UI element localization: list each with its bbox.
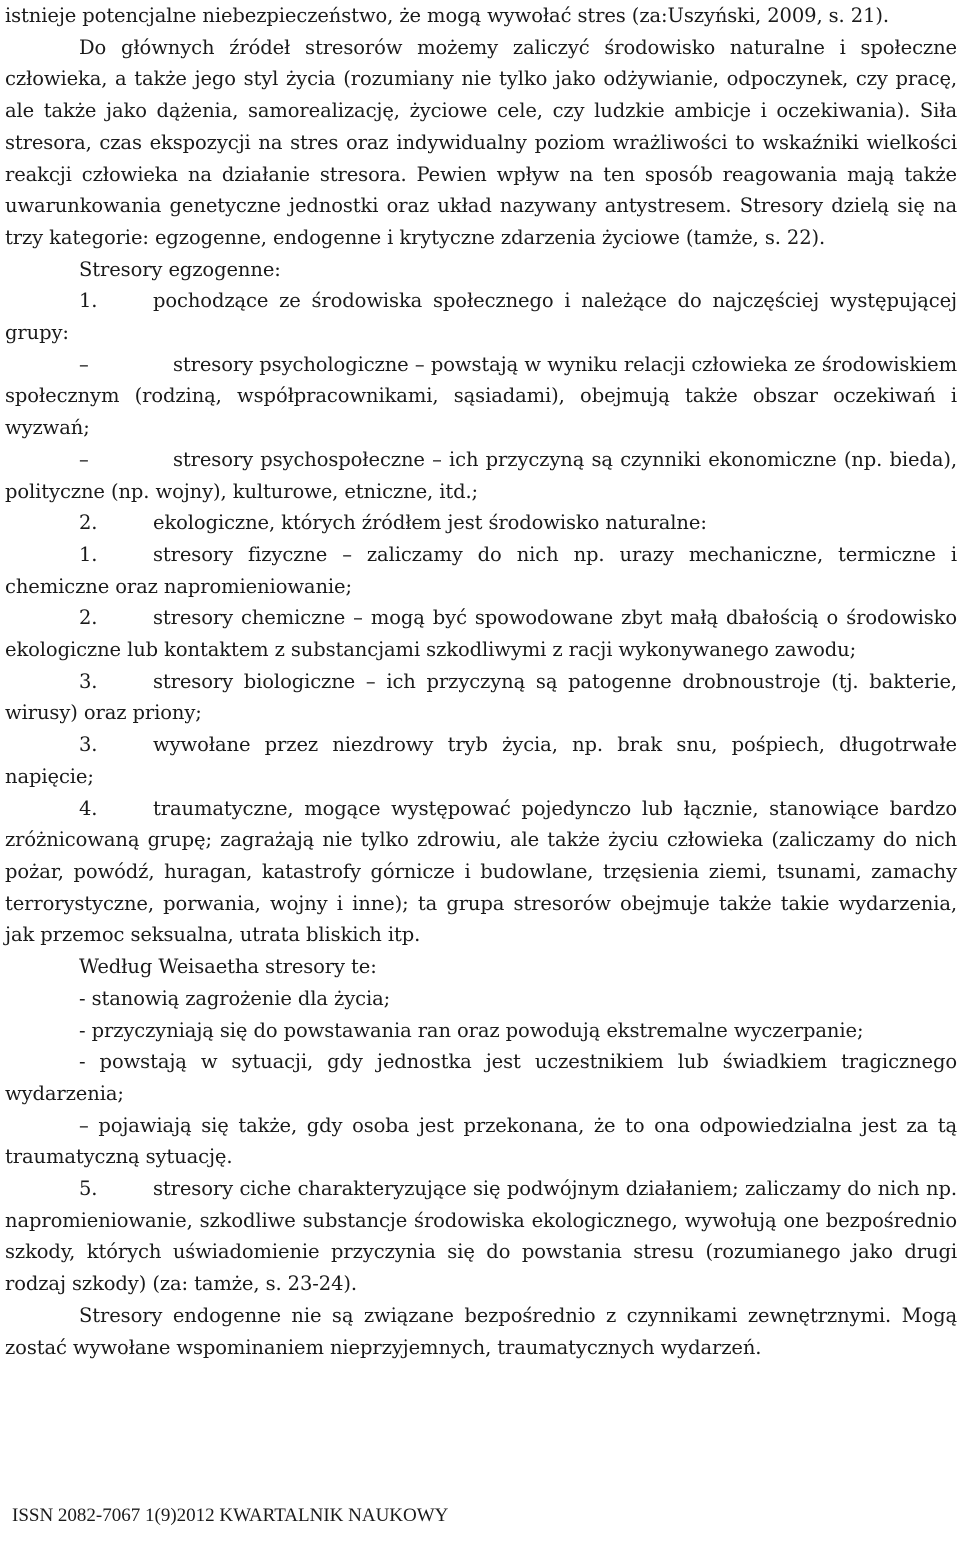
dash-mark: – (79, 352, 89, 376)
dash-item-text: stresory psychospołeczne – ich przyczyną są czynniki ekonomiczne (np. bieda), polityczne (np. wojny), kulturowe, etniczne, itd.; (5, 447, 957, 503)
list-item-5 (5, 1173, 957, 1300)
list-item-text: stresory biologiczne – ich przyczyną są patogenne drobnoustroje (tj. bakterie, wirusy) oraz priony; (5, 669, 957, 725)
paragraph-endogenous: Stresory endogenne nie są związane bezpośrednio z czynnikami zewnętrznymi. Mogą zostać wywołane wspominaniem nieprzyjemnych, traumatycznych wydarzeń. (5, 1303, 957, 1359)
list-number: 2. (79, 511, 98, 535)
heading-exogenous-stressors: Stresory egzogenne: (79, 257, 281, 281)
list-number: 4. (79, 796, 98, 820)
list-number: 1. (79, 289, 98, 313)
paragraph-intro-continuation: istnieje potencjalne niebezpieczeństwo, że mogą wywołać stres (za:Uszyński, 2009, s. 21). (5, 4, 889, 27)
footer-issn: ISSN 2082-7067 1(9)2012 KWARTALNIK NAUKOWY (12, 1505, 449, 1526)
dash-mark: – (79, 447, 89, 471)
weisaeth-point-3: - powstają w sytuacji, gdy jednostka jest uczestnikiem lub świadkiem tragicznego wydarzenia; (5, 1050, 957, 1105)
paragraph-weisaeth: Według Weisaetha stresory te: (79, 955, 377, 979)
list-item-text: stresory chemiczne – mogą być spowodowane zbyt małą dbałością o środowisko ekologiczne lub kontaktem z substancjami szkodliwymi z racji wykonywanego zawodu; (5, 606, 957, 662)
sub-item-3 (5, 666, 957, 729)
list-item-2 (5, 507, 957, 539)
list-number: 2. (79, 606, 98, 630)
list-item-3 (5, 729, 957, 792)
sub-item-1 (5, 539, 957, 602)
list-number: 5. (79, 1177, 98, 1201)
list-item-text: stresory ciche charakteryzujące się podwójnym działaniem; zaliczamy do nich np. napromieniowanie, szkodliwe substancje środowiska ekologicznego, wywołują one bezpośrednio szkody, których uświadomienie przyczynia się do powstania stresu (rozumianego jako drugi rodzaj szkody) (za: tamże, s. 23-24). (5, 1177, 957, 1296)
list-number: 1. (79, 542, 98, 566)
list-item-4 (5, 793, 957, 952)
list-number: 3. (79, 733, 98, 757)
weisaeth-point-1: - stanowią zagrożenie dla życia; (79, 986, 391, 1010)
list-item-text: wywołane przez niezdrowy tryb życia, np. brak snu, pośpiech, długotrwałe napięcie; (5, 733, 957, 788)
list-item-text: ekologiczne, których źródłem jest środowisko naturalne: (153, 511, 707, 535)
list-item-text: stresory fizyczne – zaliczamy do nich np. urazy mechaniczne, termiczne i chemiczne oraz napromieniowanie; (5, 542, 957, 598)
weisaeth-point-2: - przyczyniają się do powstawania ran oraz powodują ekstremalne wyczerpanie; (79, 1018, 864, 1042)
document-page (5, 0, 957, 1363)
list-item-text: traumatyczne, mogące występować pojedynczo lub łącznie, stanowiące bardzo zróżnicowaną grupę; zagrażają nie tylko zdrowiu, ale także życiu człowieka (zaliczamy do nich pożar, powódź, huragan, katastrofy górnicze i budowlane, trzęsienia ziemi, tsunami, zamachy terrorystyczne, porwania, wojny i inne); ta grupa stresorów obejmuje także takie wydarzenia, jak przemoc seksualna, utrata bliskich itp. (5, 796, 957, 947)
sub-item-2 (5, 602, 957, 665)
list-item-1 (5, 285, 957, 348)
paragraph-stressor-sources: Do głównych źródeł stresorów możemy zaliczyć środowisko naturalne i społeczne człowieka, a także jego styl życia (rozumiany nie tylko jako odżywianie, odpoczynek, czy pracę, ale także jako dążenia, samorealizację, życiowe cele, czy ludzkie ambicje i oczekiwania). Siła stresora, czas ekspozycji na stres oraz indywidualny poziom wrażliwości to wskaźniki wielkości reakcji człowieka na działanie stresora. Pewien wpływ na ten sposób reagowania mają także uwarunkowania genetyczne jednostki oraz układ nazywany antystresem. Stresory dzielą się na trzy kategorie: egzogenne, endogenne i krytyczne zdarzenia życiowe (tamże, s. 22). (5, 35, 957, 249)
list-number: 3. (79, 669, 98, 693)
dash-item-psychosocial (5, 444, 957, 507)
list-item-text: pochodzące ze środowiska społecznego i należące do najczęściej występującej grupy: (5, 289, 957, 345)
dash-item-text: stresory psychologiczne – powstają w wyniku relacji człowieka ze środowiskiem społecznym (rodziną, współpracownikami, sąsiadami), obejmują także obszar oczekiwań i wyzwań; (5, 352, 957, 440)
weisaeth-point-4: – pojawiają się także, gdy osoba jest przekonana, że to ona odpowiedzialna jest za tą traumatyczną sytuację. (5, 1113, 957, 1169)
dash-item-psychological (5, 349, 957, 444)
